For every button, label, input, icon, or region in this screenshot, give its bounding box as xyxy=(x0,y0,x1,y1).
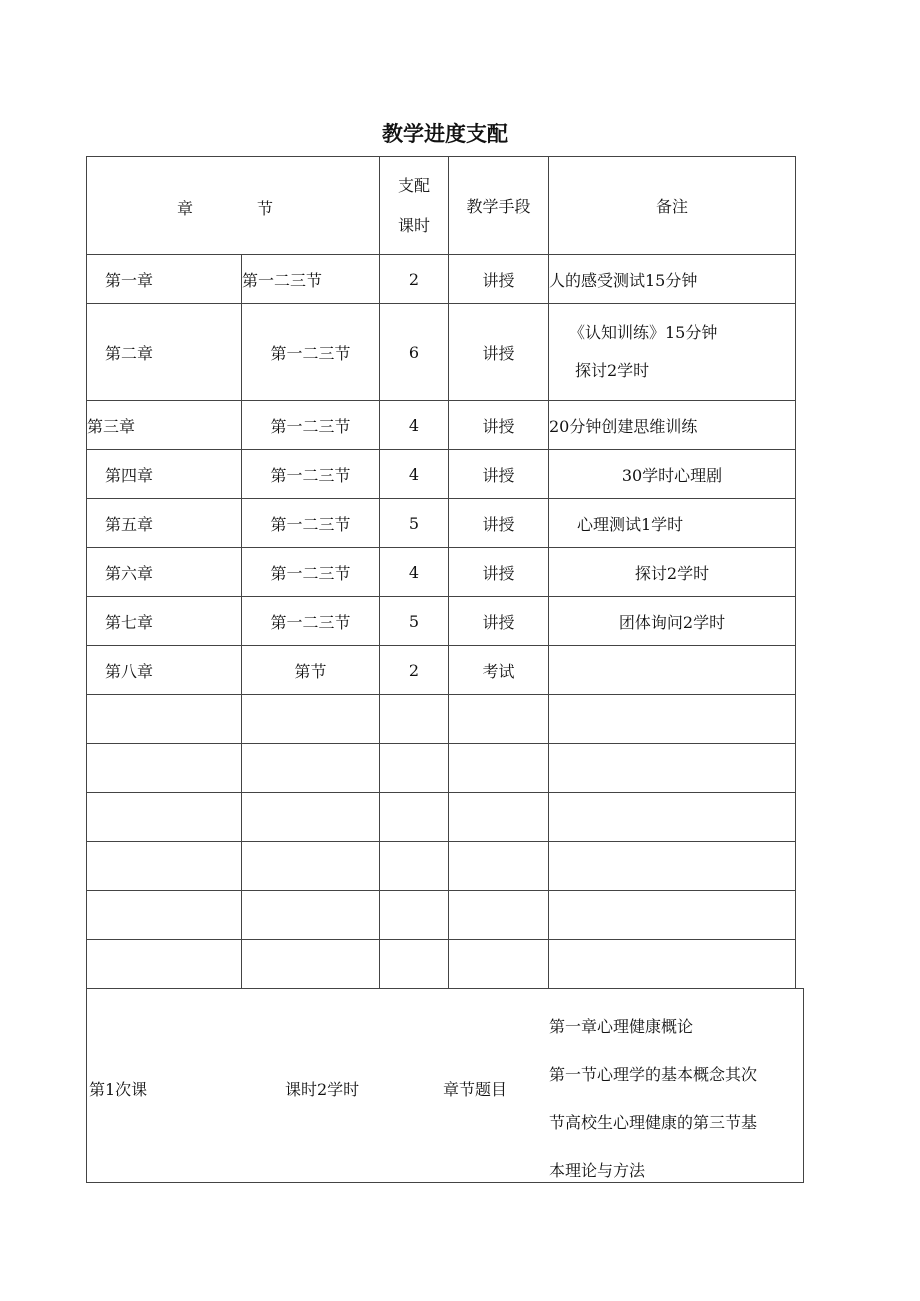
method-cell: 讲授 xyxy=(449,499,549,548)
method-cell: 讲授 xyxy=(449,450,549,499)
topic-line: 第一节心理学的基本概念其次 xyxy=(549,1065,758,1084)
section-cell: 第一二三节 xyxy=(242,450,380,499)
header-row xyxy=(87,157,796,255)
chapter-cell: 第四章 xyxy=(87,450,242,499)
table-row xyxy=(87,499,796,548)
section-cell: 第一二三节 xyxy=(242,548,380,597)
empty-row xyxy=(87,695,796,744)
topic-label: 章节题目 xyxy=(443,1080,508,1099)
note-cell: 人的感受测试15分钟 xyxy=(549,255,796,304)
table-row xyxy=(87,255,796,304)
note-cell: 探讨2学时 xyxy=(549,548,796,597)
empty-row xyxy=(87,793,796,842)
header-hours-line2: 课时 xyxy=(397,215,430,235)
hours-cell: 6 xyxy=(380,304,449,401)
topic-line: 第一章心理健康概论 xyxy=(549,1017,694,1036)
note-cell: 团体询问2学时 xyxy=(549,597,796,646)
header-zhang: 章 xyxy=(177,198,194,218)
note-cell xyxy=(549,304,796,401)
chapter-cell: 第六章 xyxy=(87,548,242,597)
section-cell: 第一二三节 xyxy=(242,304,380,401)
page-title: 教学进度支配 xyxy=(382,122,508,146)
table-row xyxy=(87,304,796,401)
section-cell: 第一二三节 xyxy=(242,255,380,304)
method-cell: 讲授 xyxy=(449,548,549,597)
note-cell: 30学时心理剧 xyxy=(549,450,796,499)
header-method: 教学手段 xyxy=(449,157,549,255)
table-row xyxy=(87,401,796,450)
topic-line: 本理论与方法 xyxy=(549,1161,646,1180)
chapter-cell: 第三章 xyxy=(87,401,242,450)
chapter-cell: 第五章 xyxy=(87,499,242,548)
hours-cell: 5 xyxy=(380,597,449,646)
topic-lines xyxy=(549,1003,799,1195)
lesson-box xyxy=(86,988,804,1183)
table-row xyxy=(87,450,796,499)
schedule-table xyxy=(86,156,796,989)
note-line1: 《认知训练》15分钟 xyxy=(569,323,718,342)
chapter-cell: 第八章 xyxy=(87,646,242,695)
chapter-cell: 第一章 xyxy=(87,255,242,304)
empty-row xyxy=(87,842,796,891)
note-cell: 心理测试1学时 xyxy=(549,499,796,548)
hours-cell: 2 xyxy=(380,646,449,695)
hours-cell: 4 xyxy=(380,450,449,499)
hours-cell: 5 xyxy=(380,499,449,548)
empty-row xyxy=(87,891,796,940)
method-cell: 讲授 xyxy=(449,401,549,450)
section-cell: 第一二三节 xyxy=(242,499,380,548)
header-jie: 节 xyxy=(257,198,274,218)
lesson-number: 第1次课 xyxy=(89,1080,148,1099)
section-cell: 第节 xyxy=(242,646,380,695)
header-chapter-section xyxy=(87,157,380,255)
header-hours-line1: 支配 xyxy=(397,175,430,195)
header-hours xyxy=(380,157,449,255)
method-cell: 讲授 xyxy=(449,304,549,401)
method-cell: 考试 xyxy=(449,646,549,695)
topic-line: 节高校生心理健康的第三节基 xyxy=(549,1113,758,1132)
table-row xyxy=(87,646,796,695)
empty-row xyxy=(87,744,796,793)
table-row xyxy=(87,597,796,646)
lesson-hours: 课时2学时 xyxy=(285,1080,360,1099)
note-cell: 20分钟创建思维训练 xyxy=(549,401,796,450)
hours-cell: 4 xyxy=(380,401,449,450)
table-row xyxy=(87,548,796,597)
section-cell: 第一二三节 xyxy=(242,401,380,450)
method-cell: 讲授 xyxy=(449,597,549,646)
empty-row xyxy=(87,940,796,989)
hours-cell: 4 xyxy=(380,548,449,597)
hours-cell: 2 xyxy=(380,255,449,304)
method-cell: 讲授 xyxy=(449,255,549,304)
chapter-cell: 第七章 xyxy=(87,597,242,646)
chapter-cell: 第二章 xyxy=(87,304,242,401)
note-line2: 探讨2学时 xyxy=(575,361,650,380)
note-cell xyxy=(549,646,796,695)
header-notes: 备注 xyxy=(549,157,796,255)
section-cell: 第一二三节 xyxy=(242,597,380,646)
